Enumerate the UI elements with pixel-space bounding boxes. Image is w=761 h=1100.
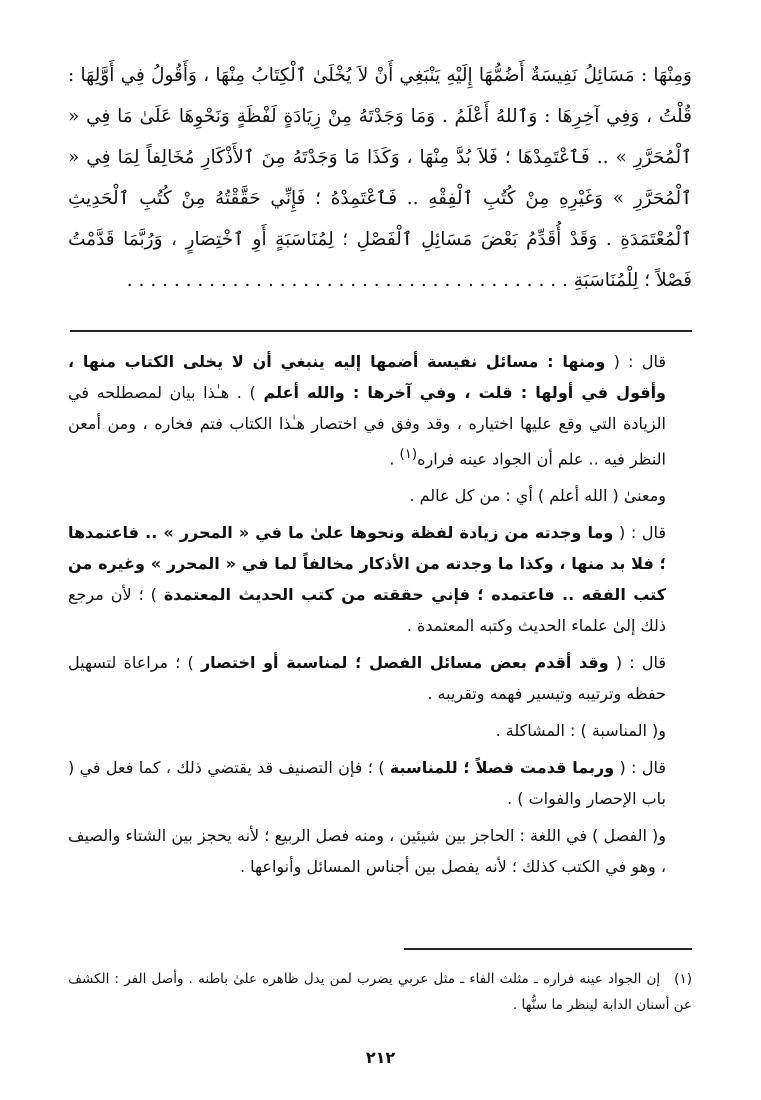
matn-ellipsis: . . . . . . . . . . . . . . . . . . . . . . . . . . . . . . . . . . . . . [126, 270, 557, 291]
section-divider [70, 330, 692, 332]
commentary-text: ) . هـٰذا بيان لمصطلحه في الزيادة التي وقع عليها اختياره ، وقد وفق في اختصار هـٰذا الكتاب فتم فخاره ، ومن أمعن النظر فيه .. علم أن الجواد عينه فراره [68, 383, 666, 469]
matn-sentence-order: وَقَدْ أُقَدِّمُ بَعْضَ مَسَائِلِ ٱلْفَصْلِ ؛ لِمُنَاسَبَةٍ أَوِ ٱخْتِصَارٍ ، وَرُبَّمَا قَدَّمْتُ فَصْلاً ؛ لِلْمُنَاسَبَةِ . [68, 229, 692, 291]
matn-paragraph [68, 55, 692, 301]
qala-intro: قال : ( [608, 653, 666, 673]
qala-intro: قال : ( [605, 352, 666, 371]
matn-sentence-reliance: وَمَا وَجَدْتَهُ مِنْ زِيَادَةٍ لَفْظَةٍ وَنَحْوِهَا عَلَىٰ مَا فِي « ٱلْمُحَرَّرِ » .. فَٱعْتَمِدْهَا ؛ فَلاَ بُدَّ مِنْهَا ، وَكَذَا مَا وَجَدْتَهُ مِنَ ٱلأَذْكَارِ مُخَالِفاً لِمَا فِي « ٱلْمُحَرَّرِ » وَغَيْرِهِ مِنْ كُتُبِ ٱلْفِقْهِ .. فَٱعْتَمِدْهُ ؛ فَإِنِّي حَقَّقْتُهُ مِنْ كُتُبِ ٱلْحَدِيثِ ٱلْمُعْتَمَدَةِ . [68, 106, 693, 250]
quoted-matn: ومنها : مسائل نفيسة أضمها إليه ينبغي أن لا يخلى الكتاب منها ، وأقول في أولها : قلت ، وفي آخرها : والله أعلم [68, 352, 667, 402]
quoted-matn: وما وجدته من زيادة لفظة ونحوها علىٰ ما في « المحرر » .. فاعتمدها ؛ فلا بد منها ، وكذا ما وجدته من الأذكار مخالفاً لما في « المحرر » وغيره من كتب الفقه .. فاعتمده ؛ فإني حققته من كتب الحديث المعتمدة [68, 523, 667, 605]
commentary-paragraph-7: و( الفصل ) في اللغة : الحاجز بين شيئين ، ومنه فصل الربيع ؛ لأنه يحجز بين الشتاء والصيف ، وهو في الكتب كذلك ؛ لأنه يفصل بين أجناس المسائل وأنواعها . [68, 826, 666, 877]
commentary-paragraph-6 [68, 752, 692, 814]
commentary-text: ) ؛ فإن التصنيف قد يقتضي ذلك ، كما فعل في ( باب الإحصار والفوات ) . [68, 758, 666, 809]
commentary-paragraph-4 [68, 647, 692, 709]
qala-intro: قال : ( [614, 758, 667, 778]
matn-text [68, 55, 692, 301]
quoted-matn: وقد أقدم بعض مسائل الفصل ؛ لمناسبة أو اختصار [200, 653, 609, 673]
commentary-text: ) ؛ لأن مرجع ذلك إلىٰ علماء الحديث وكتبه المعتمدة . [68, 585, 666, 636]
commentary [68, 346, 692, 888]
footnote-paragraph [68, 966, 692, 1018]
commentary-paragraph-2: ومعنىٰ ( الله أعلم ) أي : من كل عالم . [409, 486, 666, 506]
page-number: ٢١٢ [365, 1048, 396, 1067]
footnote-text: إن الجواد عينه فراره ـ مثلث الفاء ـ مثل عربي يضرب لمن يدل ظاهره علىٰ باطنه . وأصل الفر : الكشف عن أسنان الدابة لينظر ما سنُّها . [68, 971, 692, 1013]
quoted-matn: وربما قدمت فصلاً ؛ للمناسبة [389, 758, 615, 778]
footnote-divider [404, 948, 692, 950]
commentary-text: ) ؛ مراعاة لتسهيل حفظه وترتيبه وتيسير فهمه وتقريبه . [68, 653, 666, 704]
commentary-text: . [389, 449, 400, 469]
footnote [68, 966, 692, 1018]
footnote-marker: (١) [674, 971, 692, 987]
commentary-paragraph-5: و( المناسبة ) : المشاكلة . [495, 721, 666, 741]
footnote-reference[interactable]: (١) [399, 447, 418, 462]
commentary-paragraph-3 [68, 517, 692, 641]
qala-intro: قال : ( [613, 523, 666, 543]
commentary-paragraph-1 [68, 346, 692, 474]
matn-sentence-additions: وَمِنْهَا : مَسَائِلُ نَفِيسَةٌ أَضُمُّهَا إِلَيْهِ يَنْبَغِي أَنْ لاَ يُخْلَىٰ ٱلْكِتَابُ مِنْهَا ، وَأَقُولُ فِي أَوَّلِهَا : قُلْتُ ، وَفِي آخِرِهَا : وَٱللهُ أَعْلَمُ . [68, 65, 692, 127]
